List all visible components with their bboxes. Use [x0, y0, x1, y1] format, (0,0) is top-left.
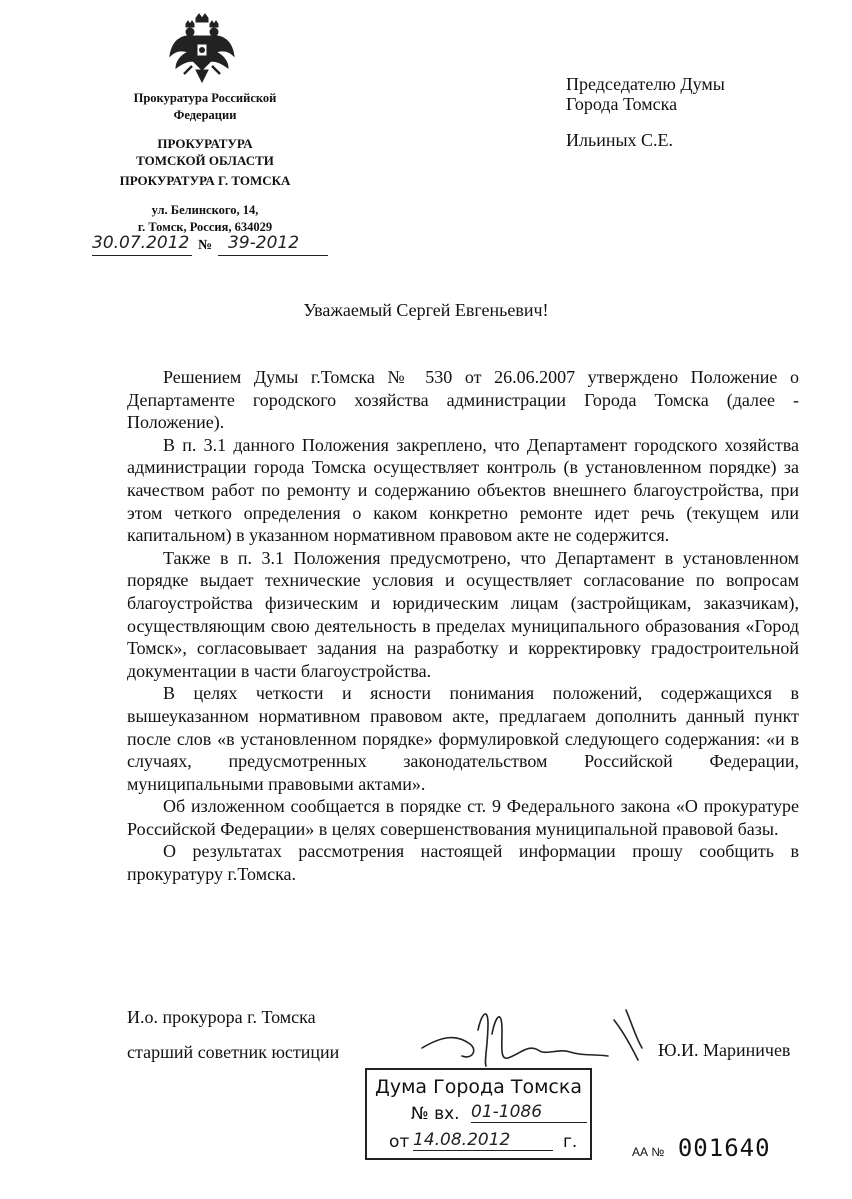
signer-position-line1: И.о. прокурора г. Томска [127, 1007, 316, 1027]
addressee-line2: Города Томска [566, 94, 678, 114]
greeting: Уважаемый Сергей Евгеньевич! [303, 300, 549, 320]
serial-number: 001640 [677, 1134, 771, 1162]
addressee-block [566, 74, 725, 150]
sender-org-line1: Прокуратура Российской [133, 91, 277, 105]
stamp-year-suffix: г. [563, 1132, 578, 1152]
signer-position-line2: старший советник юстиции [127, 1042, 340, 1062]
addressee-name: Ильиных С.Е. [566, 130, 674, 150]
paragraph: Также в п. 3.1 Положения предусмотрено, что Департамент в установленном порядке выдает технические условия и осуществляет согласование по вопросам благоустройства физическим и юридическим лицам (застройщикам, заказчикам), осуществляющим свою деятельность в пределах муниципального образования «Город Томск», согласовывает задания на разработку и корректировку градостроительной документации в части благоустройства. [127, 547, 799, 681]
paragraph: В целях четкости и ясности понимания положений, содержащихся в вышеуказанном нормативном правовом акте, предлагаем дополнить данный пункт после слов «в установленном порядке» формулировкой следующего содержания: «и в случаях, предусмотренных законодательством Российской Федерации, муниципальными правовыми актами». [127, 683, 799, 794]
letter-body [127, 366, 799, 886]
signer-name: Ю.И. Мариничев [658, 1040, 791, 1060]
sender-dept [100, 135, 310, 169]
sender-org [100, 90, 310, 124]
paragraph: Решением Думы г.Томска № 530 от 26.06.2007 утверждено Положение о Департаменте городского хозяйства администрации Города Томска (далее - Положение). [127, 367, 799, 433]
sender-org-line2: Федерации [173, 108, 237, 122]
outgoing-number-symbol: № [198, 238, 213, 253]
paragraph: О результатах рассмотрения настоящей информации прошу сообщить в прокуратуру г.Томска. [127, 841, 799, 885]
stamp-in-number: 01-1086 [471, 1102, 587, 1123]
serial-prefix: АА № [632, 1145, 665, 1159]
paragraph: Об изложенном сообщается в порядке ст. 9 Федерального закона «О прокуратуре Российской Федерации» в целях совершенствования муниципальной правовой базы. [127, 796, 799, 839]
sender-address-line2: г. Томск, Россия, 634029 [137, 220, 273, 234]
stamp-in-label: № вх. [411, 1104, 460, 1124]
outgoing-date: 30.07.2012 [92, 233, 190, 253]
stamp-date-label: от [389, 1132, 410, 1152]
form-serial-number [632, 1134, 771, 1162]
outgoing-number: 39-2012 [228, 233, 300, 253]
stamp-date-value: 14.08.2012 [413, 1130, 553, 1151]
sender-address-line1: ул. Белинского, 14, [151, 203, 259, 217]
sender-address [100, 202, 310, 236]
sender-dept-line2: ТОМСКОЙ ОБЛАСТИ [136, 153, 274, 168]
registration-stamp [365, 1068, 592, 1160]
sender-city-office: ПРОКУРАТУРА Г. ТОМСКА [119, 173, 291, 188]
outgoing-date-line [92, 233, 192, 256]
eagle-emblem-icon [166, 12, 238, 86]
paragraph: В п. 3.1 данного Положения закреплено, что Департамент городского хозяйства администрации города Томска осуществляет контроль (в установленном порядке) за качеством работ по ремонту и содержанию объектов внешнего благоустройства, при этом четкого определения о каком конкретно ремонте идет речь (текущем или капитальном) в указанном нормативном правовом акте не содержится. [127, 434, 799, 546]
sender-dept-line1: ПРОКУРАТУРА [157, 136, 253, 151]
outgoing-number-line [218, 233, 328, 256]
stamp-title: Дума Города Томска [375, 1076, 582, 1098]
addressee-line1: Председателю Думы [566, 74, 725, 94]
